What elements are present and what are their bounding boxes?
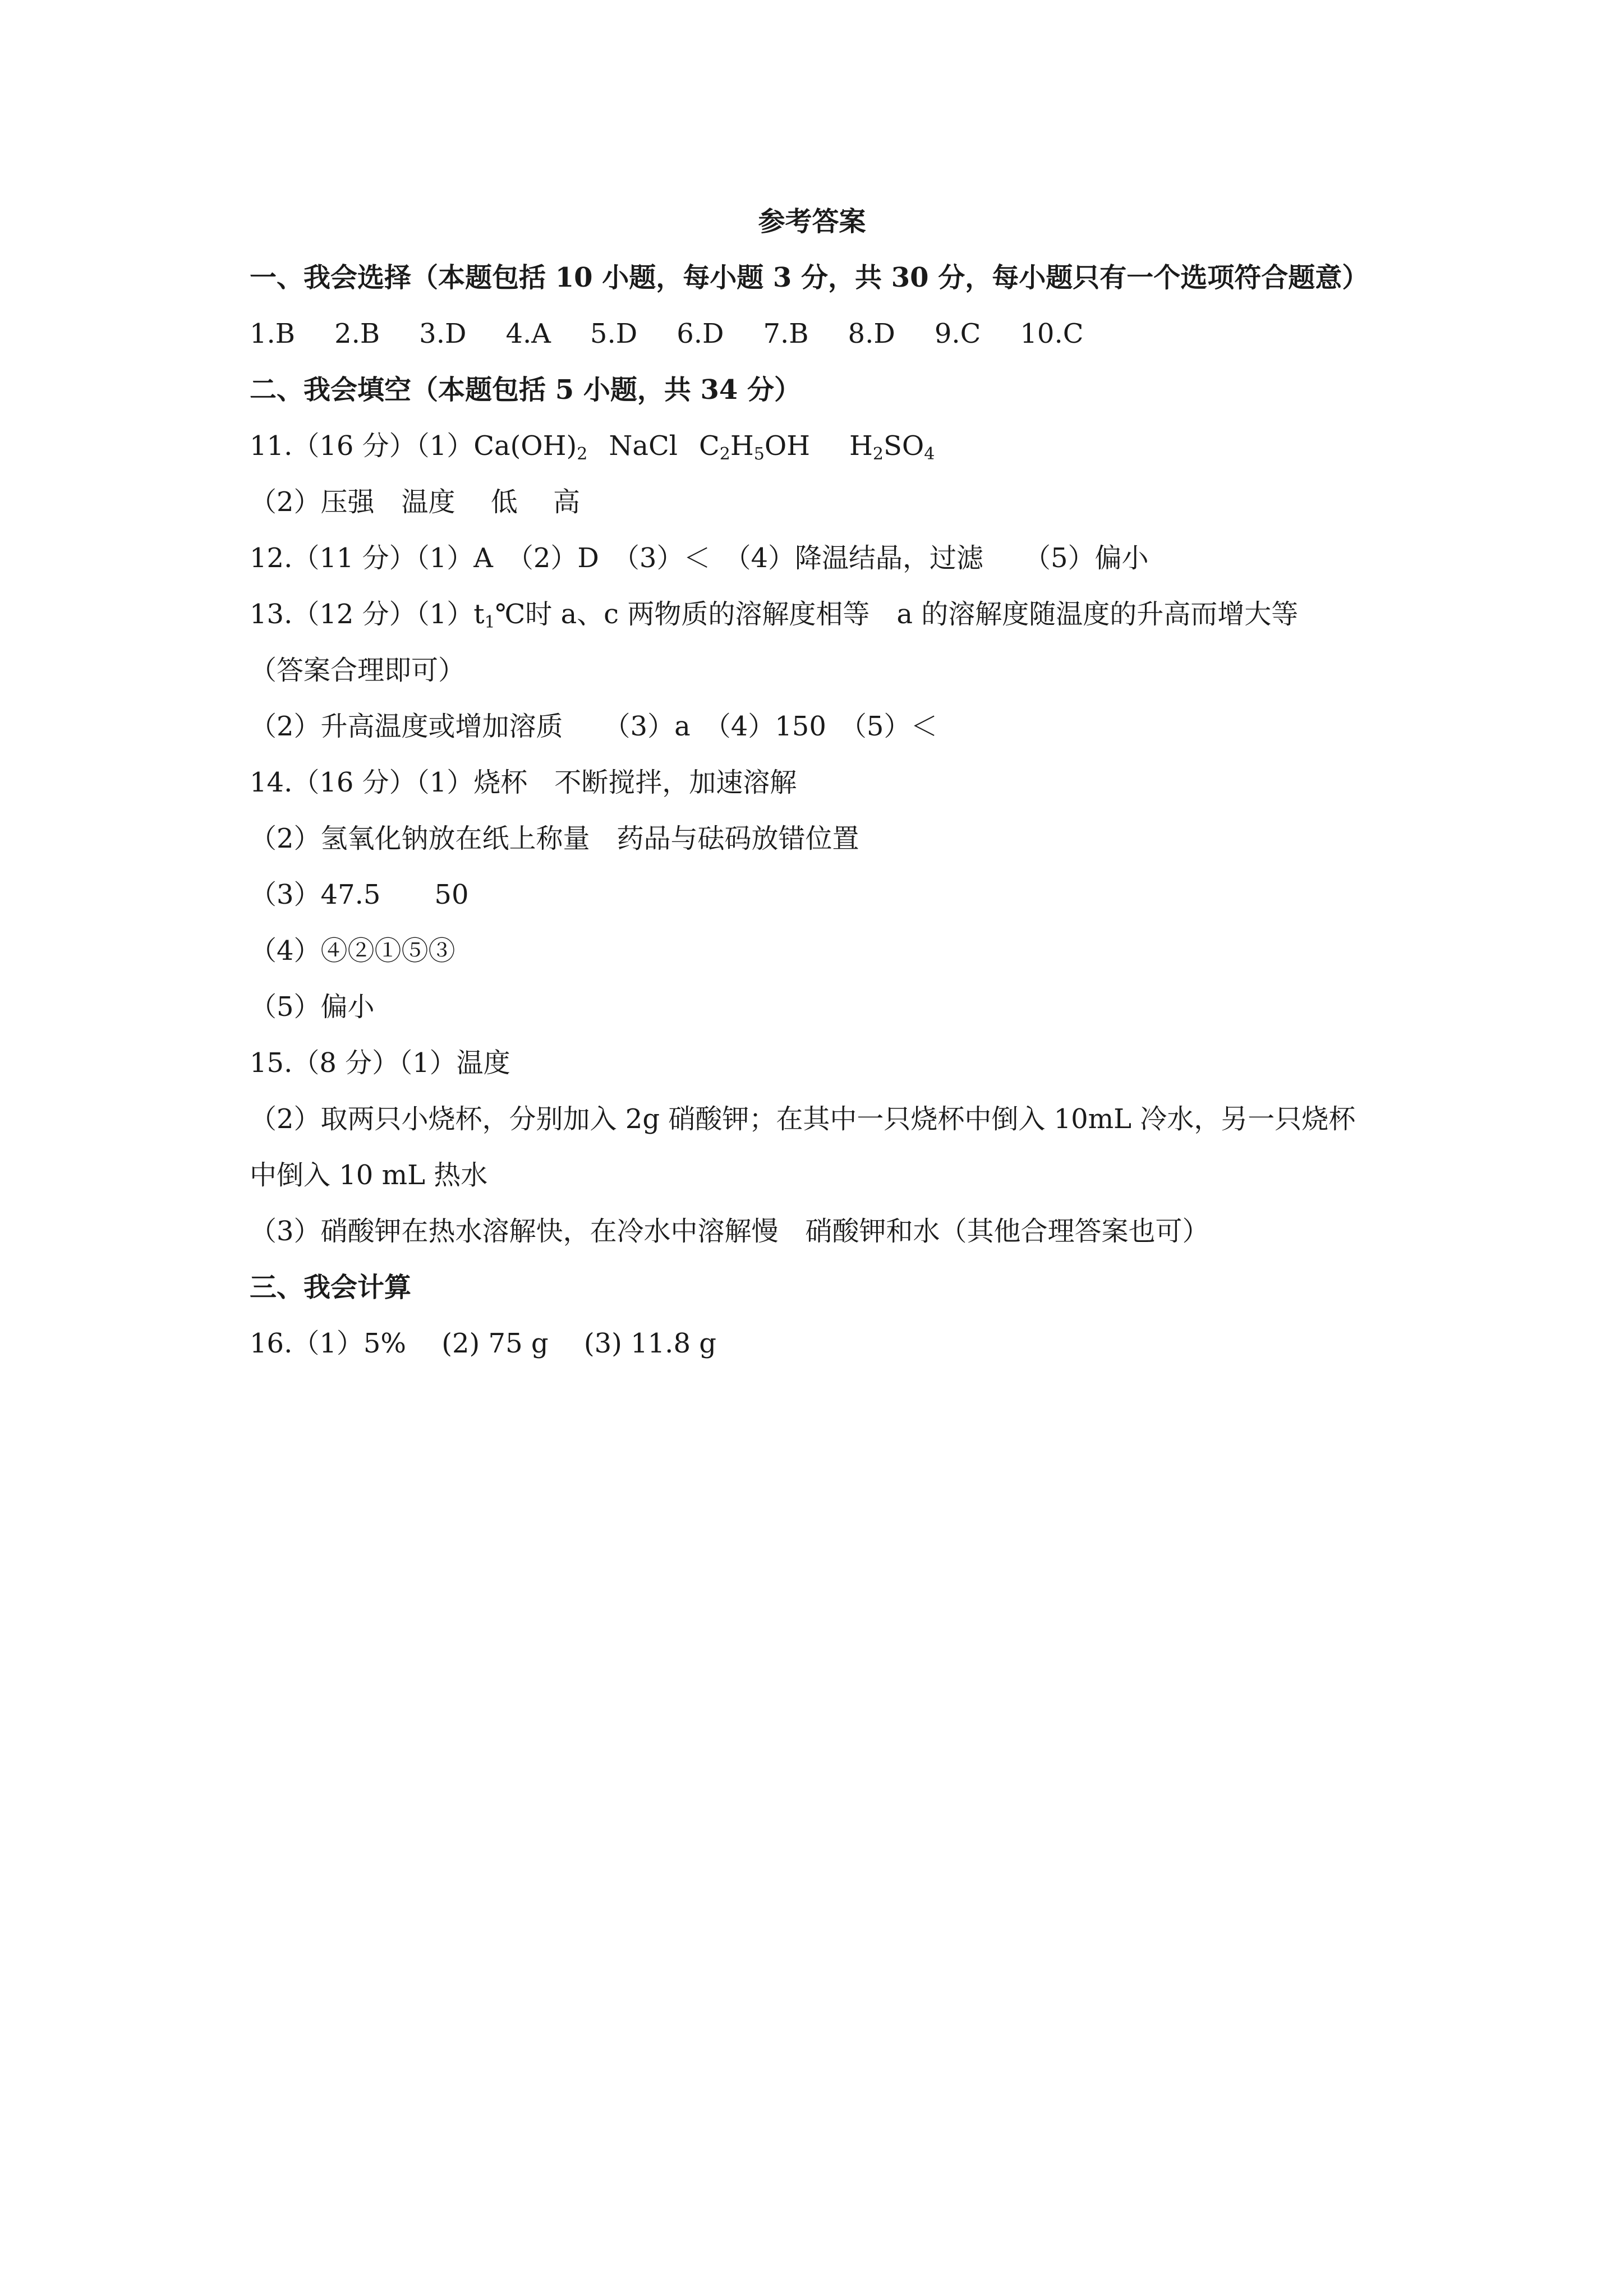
q14-line-3: （3）47.5 50	[250, 879, 469, 910]
q14-line-5: （5）偏小	[250, 991, 375, 1023]
answer-document	[250, 194, 1400, 1372]
q16-line: 16.（1）5% (2) 75 g (3) 11.8 g	[250, 1328, 716, 1359]
q11-line-1: 11.（16 分）$(1)Ca(OH)_2$ NaCl $C_2H_5OH$ $H_2SO_4$	[250, 430, 935, 464]
q11-line-2: （2）压强 温度 低 高	[250, 486, 581, 518]
answer-1: 1.B	[250, 318, 296, 349]
q14-line-2: （2）氢氧化钠放在纸上称量 药品与砝码放错位置	[250, 823, 859, 854]
q12-line: 12.（11 分）（1）A （2）D （3）＜ （4）降温结晶，过滤 （5）偏小	[250, 542, 1149, 574]
section-3-heading: 三、我会计算	[250, 1272, 412, 1303]
answer-2: 2.B	[334, 318, 380, 349]
section-2-heading: 二、我会填空（本题包括 5 小题，共 34 分）	[250, 374, 802, 406]
q14-line-4: （4）④②①⑤③	[250, 935, 456, 967]
q13-line-3: （2）升高温度或增加溶质 （3）a （4）150 （5）＜	[250, 711, 938, 742]
page-title: 参考答案	[758, 206, 866, 237]
q15-line-3: 中倒入 10 mL 热水	[250, 1159, 488, 1191]
q15-line-1: 15.（8 分）（1）温度	[250, 1047, 510, 1079]
q15-line-2: （2）取两只小烧杯，分别加入 2g 硝酸钾；在其中一只烧杯中倒入 10mL 冷水，另一只烧杯	[250, 1103, 1356, 1135]
answer-3: 3.D	[419, 318, 467, 349]
answer-9: 9.C	[934, 318, 981, 349]
section-1-heading: 一、我会选择（本题包括 10 小题，每小题 3 分，共 30 分，每小题只有一个选项符合题意）	[250, 262, 1369, 293]
answer-7: 7.B	[763, 318, 809, 349]
answer-10: 10.C	[1020, 318, 1084, 349]
q14-line-1: 14.（16 分）（1）烧杯 不断搅拌，加速溶解	[250, 767, 797, 798]
answer-4: 4.A	[505, 318, 551, 349]
answer-8: 8.D	[848, 318, 895, 349]
answer-6: 6.D	[677, 318, 724, 349]
q13-line-2: （答案合理即可）	[250, 655, 466, 686]
q15-line-4: （3）硝酸钾在热水溶解快，在冷水中溶解慢 硝酸钾和水（其他合理答案也可）	[250, 1216, 1209, 1247]
section-1-answers	[250, 306, 1400, 362]
answer-5: 5.D	[590, 318, 638, 349]
q13-line-1: 13.（12 分）$(1)t_1℃$时 a、c 两物质的溶解度相等 a 的溶解度随温度的升高而增大等	[250, 599, 1299, 632]
